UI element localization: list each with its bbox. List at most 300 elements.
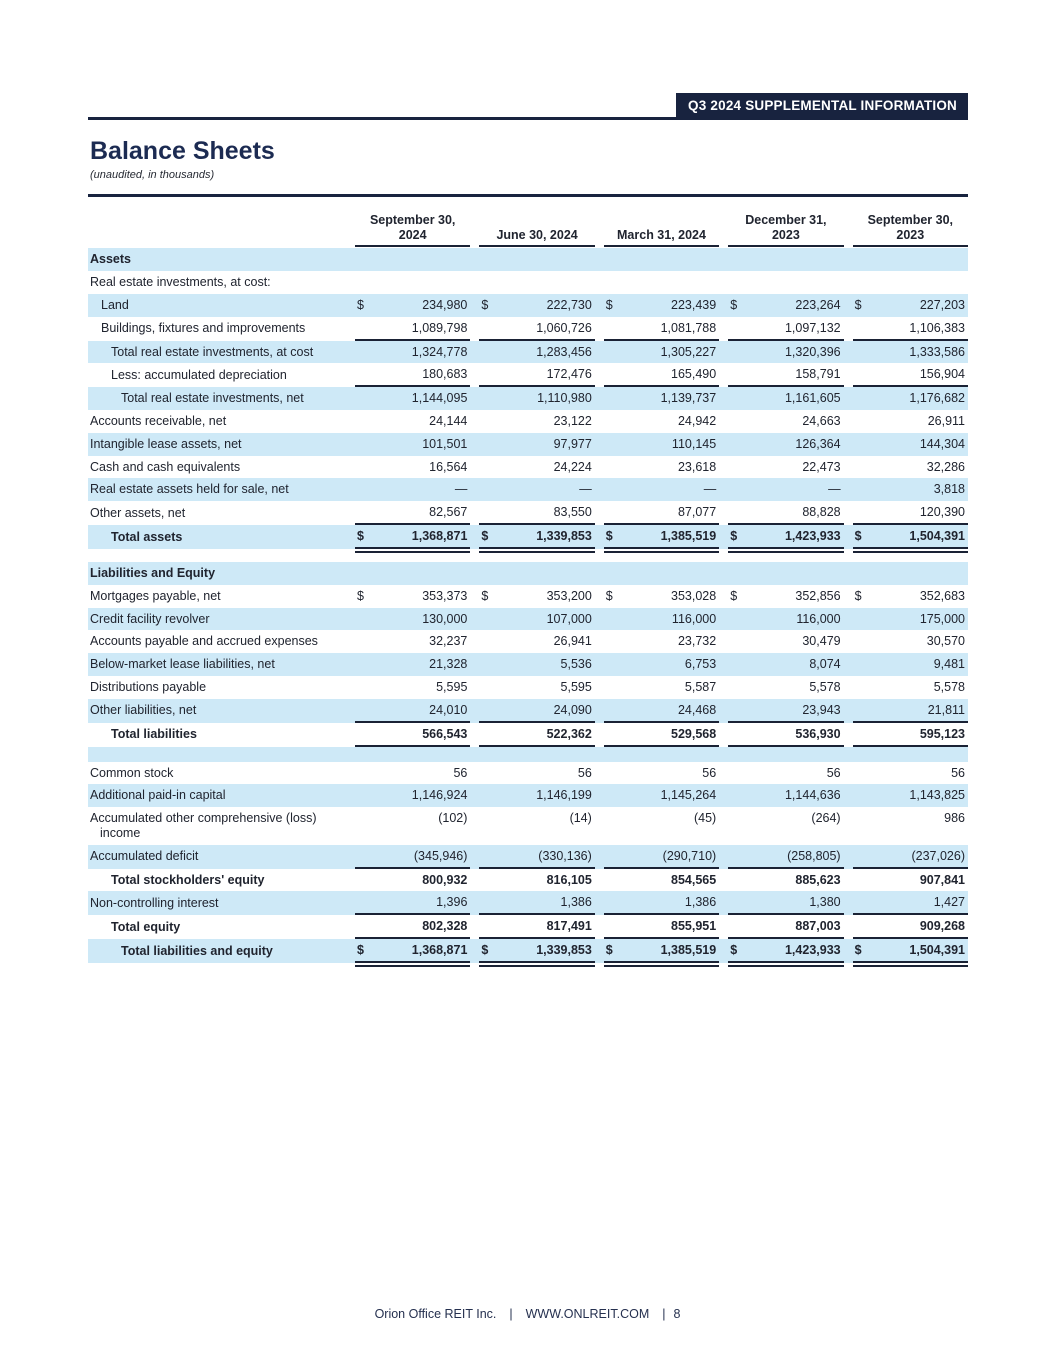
table-row — [88, 410, 968, 433]
cell-value — [479, 653, 594, 676]
cell-number: 5,578 — [809, 679, 841, 694]
table-row — [88, 525, 968, 549]
cell-value — [728, 699, 843, 723]
cell-number: 87,077 — [677, 505, 717, 519]
row-label: Total liabilities and equity — [121, 943, 273, 958]
header-rule — [88, 93, 968, 120]
cell-number: 353,200 — [546, 588, 592, 603]
cell-value — [355, 608, 470, 631]
cell-value — [355, 501, 470, 525]
cell-number: 1,423,933 — [784, 943, 841, 958]
cell-value — [355, 248, 470, 271]
cell-value — [355, 699, 470, 723]
table-row — [88, 363, 968, 387]
cell-number: (264) — [811, 811, 841, 825]
cell-number: 1,396 — [436, 895, 468, 910]
cell-value — [728, 562, 843, 585]
cell-number: 24,010 — [429, 702, 468, 717]
footer-page-number: 8 — [673, 1307, 681, 1321]
cell-number: 1,139,737 — [660, 391, 717, 406]
cell-number: (102) — [438, 811, 468, 825]
row-label: Assets — [90, 252, 131, 267]
cell-number: 158,791 — [795, 367, 841, 382]
cell-number: 529,568 — [671, 726, 717, 741]
cell-number: 5,578 — [933, 679, 965, 694]
cell-number: 816,105 — [546, 872, 592, 887]
cell-value — [355, 294, 470, 317]
cell-value — [853, 784, 968, 807]
column-header: March 31, 2024 — [604, 211, 719, 247]
cell-number: — — [703, 482, 717, 497]
cell-value — [479, 501, 594, 525]
cell-number: 32,286 — [926, 459, 965, 474]
cell-value — [604, 869, 719, 892]
cell-value — [853, 410, 968, 433]
cell-number: 107,000 — [546, 611, 592, 626]
cell-number: 222,730 — [546, 297, 592, 312]
cell-value — [355, 807, 470, 845]
cell-value — [479, 939, 594, 963]
cell-number: 130,000 — [422, 611, 468, 626]
currency-symbol: $ — [481, 588, 489, 603]
cell-number: (345,946) — [413, 848, 468, 863]
cell-value — [479, 562, 594, 585]
page-content — [0, 93, 1055, 963]
currency-symbol: $ — [357, 297, 364, 312]
cell-value — [853, 525, 968, 549]
cell-number: 1,305,227 — [660, 344, 717, 359]
cell-value — [728, 478, 843, 501]
column-header: September 30, 2024 — [355, 211, 470, 247]
cell-value — [479, 676, 594, 699]
cell-value — [853, 456, 968, 479]
cell-value — [853, 869, 968, 892]
cell-value — [355, 915, 470, 939]
row-label: Land — [101, 297, 129, 312]
cell-value — [479, 294, 594, 317]
cell-value — [728, 363, 843, 387]
cell-number: 30,570 — [926, 634, 965, 649]
row-label: Total real estate investments, at cost — [111, 344, 314, 359]
table-row — [88, 433, 968, 456]
table-row — [88, 653, 968, 676]
cell-value — [853, 363, 968, 387]
cell-value — [728, 387, 843, 410]
cell-number: 595,123 — [919, 726, 965, 741]
cell-value — [853, 699, 968, 723]
cell-number: 353,028 — [671, 588, 717, 603]
cell-value — [604, 915, 719, 939]
row-label: Accumulated deficit — [90, 849, 199, 864]
cell-value — [355, 271, 470, 294]
table-row — [88, 845, 968, 869]
table-row — [88, 317, 968, 341]
cell-value — [355, 317, 470, 341]
row-label: Accounts payable and accrued expenses — [90, 634, 318, 649]
cell-number: 353,373 — [422, 588, 468, 603]
cell-value — [479, 869, 594, 892]
cell-value — [355, 723, 470, 747]
cell-value — [355, 562, 470, 585]
cell-value — [728, 915, 843, 939]
cell-number: 352,683 — [919, 588, 965, 603]
cell-value — [479, 891, 594, 915]
cell-number: 1,176,682 — [909, 391, 965, 406]
cell-value — [479, 433, 594, 456]
cell-number: (290,710) — [662, 848, 717, 863]
currency-symbol: $ — [481, 297, 489, 312]
cell-value — [604, 939, 719, 963]
cell-value — [604, 387, 719, 410]
currency-symbol: $ — [730, 297, 738, 312]
cell-number: 32,237 — [429, 634, 468, 649]
cell-number: 23,943 — [802, 702, 841, 717]
cell-number: 24,224 — [553, 459, 592, 474]
table-row — [88, 271, 968, 294]
cell-value — [479, 915, 594, 939]
cell-value — [728, 653, 843, 676]
cell-value — [479, 845, 594, 869]
cell-value — [604, 410, 719, 433]
table-row — [88, 387, 968, 410]
table-row — [88, 501, 968, 525]
cell-value — [853, 723, 968, 747]
page-footer — [0, 1307, 1055, 1321]
row-label: Additional paid-in capital — [90, 788, 226, 803]
row-label: Other assets, net — [90, 505, 186, 520]
cell-value — [479, 456, 594, 479]
cell-number: 1,386 — [684, 895, 717, 910]
cell-number: 223,439 — [671, 297, 717, 312]
cell-value — [728, 585, 843, 608]
cell-number: 110,145 — [671, 436, 717, 451]
footer-website: WWW.ONLREIT.COM — [525, 1307, 650, 1321]
currency-symbol: $ — [730, 588, 738, 603]
cell-value — [355, 525, 470, 549]
cell-value — [853, 433, 968, 456]
cell-number: 1,385,519 — [660, 943, 717, 958]
cell-number: 56 — [453, 765, 468, 780]
cell-number: 8,074 — [809, 657, 841, 671]
cell-value — [728, 784, 843, 807]
cell-value — [604, 762, 719, 785]
cell-value — [604, 653, 719, 676]
cell-number: 352,856 — [795, 588, 841, 603]
cell-number: 21,328 — [429, 657, 468, 671]
page-title: Balance Sheets — [90, 137, 275, 165]
cell-number: 1,097,132 — [784, 320, 841, 335]
cell-value — [728, 939, 843, 963]
cell-value — [355, 784, 470, 807]
cell-number: 23,122 — [553, 414, 592, 428]
table-row — [88, 784, 968, 807]
cell-value — [853, 653, 968, 676]
cell-value — [479, 762, 594, 785]
cell-value — [355, 630, 470, 653]
cell-number: 5,595 — [436, 679, 468, 694]
row-label: Real estate assets held for sale, net — [90, 482, 289, 497]
cell-number: 126,364 — [795, 436, 841, 451]
cell-value — [355, 478, 470, 501]
cell-value — [479, 341, 594, 364]
cell-value — [853, 845, 968, 869]
cell-number: 56 — [702, 765, 717, 780]
cell-value — [728, 433, 843, 456]
cell-number: 165,490 — [671, 367, 717, 382]
currency-symbol: $ — [357, 943, 364, 958]
footer-separator: | — [662, 1307, 666, 1321]
cell-value — [479, 699, 594, 723]
cell-number: 1,060,726 — [536, 320, 592, 335]
cell-value — [355, 585, 470, 608]
footer-company: Orion Office REIT Inc. — [374, 1307, 497, 1321]
cell-number: (330,136) — [538, 848, 592, 863]
cell-value — [728, 341, 843, 364]
cell-number: 855,951 — [671, 919, 717, 934]
cell-value — [853, 294, 968, 317]
cell-value — [355, 363, 470, 387]
cell-value — [728, 762, 843, 785]
table-row — [88, 608, 968, 631]
currency-symbol: $ — [605, 943, 613, 958]
cell-number: 1,423,933 — [784, 529, 841, 543]
cell-number: 82,567 — [429, 505, 468, 519]
cell-number: 234,980 — [422, 297, 468, 312]
cell-value — [604, 630, 719, 653]
table-row — [88, 676, 968, 699]
cell-number: 26,941 — [553, 634, 592, 649]
table-row — [88, 723, 968, 747]
cell-value — [479, 271, 594, 294]
cell-value — [355, 762, 470, 785]
cell-value — [604, 341, 719, 364]
cell-number: 5,595 — [560, 679, 592, 694]
cell-value — [728, 248, 843, 271]
cell-number: 16,564 — [429, 459, 468, 474]
table-row — [88, 762, 968, 785]
cell-value — [728, 608, 843, 631]
cell-value — [479, 723, 594, 747]
cell-number: 907,841 — [919, 872, 965, 887]
cell-value — [355, 410, 470, 433]
cell-value — [604, 456, 719, 479]
cell-value — [479, 807, 594, 845]
cell-value — [728, 525, 843, 549]
table-row — [88, 294, 968, 317]
cell-number: 9,481 — [933, 657, 965, 671]
cell-value — [728, 456, 843, 479]
cell-number: 1,110,980 — [537, 391, 592, 406]
cell-value — [853, 585, 968, 608]
cell-value — [728, 807, 843, 845]
cell-number: 1,504,391 — [909, 943, 965, 958]
cell-number: 1,143,825 — [909, 788, 965, 803]
cell-number: 986 — [944, 811, 965, 825]
header-banner-label: Q3 2024 SUPPLEMENTAL INFORMATION — [688, 98, 957, 113]
currency-symbol: $ — [605, 588, 613, 603]
row-label: Total liabilities — [111, 727, 197, 742]
cell-value — [728, 723, 843, 747]
cell-value — [728, 410, 843, 433]
cell-number: 180,683 — [422, 367, 468, 382]
cell-number: 56 — [577, 765, 592, 780]
currency-symbol: $ — [605, 529, 613, 543]
cell-value — [728, 869, 843, 892]
table-row — [88, 891, 968, 915]
cell-number: 854,565 — [671, 872, 717, 887]
cell-number: 120,390 — [919, 505, 965, 519]
cell-value — [728, 271, 843, 294]
cell-value — [728, 317, 843, 341]
cell-value — [479, 478, 594, 501]
cell-value — [355, 341, 470, 364]
section-header-row — [88, 248, 968, 271]
footer-separator: | — [509, 1307, 513, 1321]
row-label: Other liabilities, net — [90, 703, 197, 718]
cell-value — [479, 608, 594, 631]
cell-value — [479, 248, 594, 271]
cell-number: (258,805) — [787, 848, 841, 863]
row-label: Buildings, fixtures and improvements — [101, 321, 306, 336]
cell-number: 26,911 — [927, 414, 965, 428]
cell-value — [604, 478, 719, 501]
cell-number: 30,479 — [802, 634, 841, 649]
row-label: Accumulated other comprehensive (loss) income — [90, 811, 317, 840]
currency-symbol: $ — [481, 943, 489, 958]
cell-value — [853, 341, 968, 364]
cell-value — [853, 271, 968, 294]
cell-number: 5,587 — [684, 679, 717, 694]
cell-number: 101,501 — [422, 436, 468, 451]
cell-number: 88,828 — [802, 505, 841, 519]
row-label: Below-market lease liabilities, net — [90, 657, 275, 671]
cell-number: 1,380 — [809, 895, 841, 910]
cell-value — [479, 784, 594, 807]
row-label: Total assets — [111, 529, 183, 544]
cell-number: 156,904 — [919, 367, 965, 382]
cell-number: 1,339,853 — [536, 529, 592, 543]
cell-number: 1,144,636 — [784, 788, 841, 803]
cell-value — [604, 525, 719, 549]
currency-symbol: $ — [357, 588, 364, 603]
cell-number: 24,090 — [553, 702, 592, 717]
cell-value — [604, 608, 719, 631]
cell-number: (45) — [693, 811, 717, 825]
cell-value — [604, 501, 719, 525]
table-row — [88, 341, 968, 364]
cell-value — [479, 387, 594, 410]
cell-value — [853, 248, 968, 271]
cell-number: 1,089,798 — [411, 320, 468, 335]
cell-number: 227,203 — [919, 297, 965, 312]
currency-symbol: $ — [357, 529, 364, 543]
cell-value — [853, 562, 968, 585]
cell-number: 1,333,586 — [909, 344, 965, 359]
cell-number: 23,732 — [677, 634, 717, 649]
cell-number: 1,283,456 — [536, 344, 592, 359]
cell-value — [604, 807, 719, 845]
cell-value — [853, 478, 968, 501]
cell-number: 3,818 — [933, 482, 965, 497]
cell-value — [728, 294, 843, 317]
currency-symbol: $ — [481, 529, 489, 543]
cell-number: 1,146,924 — [411, 788, 468, 803]
cell-number: 817,491 — [546, 919, 592, 934]
cell-number: 116,000 — [671, 611, 717, 626]
spacer-row — [88, 747, 968, 762]
cell-value — [604, 585, 719, 608]
cell-number: 223,264 — [795, 297, 841, 312]
table-row — [88, 585, 968, 608]
cell-number: 802,328 — [422, 919, 468, 934]
cell-number: 1,427 — [933, 895, 965, 910]
row-label: Non-controlling interest — [90, 895, 219, 910]
cell-value — [355, 387, 470, 410]
cell-value — [853, 501, 968, 525]
row-label: Intangible lease assets, net — [90, 436, 242, 451]
table-header-row — [88, 211, 968, 247]
row-label: Real estate investments, at cost: — [90, 275, 271, 289]
cell-number: 1,146,199 — [536, 788, 592, 803]
cell-number: 1,368,871 — [411, 529, 468, 543]
cell-number: 1,081,788 — [660, 320, 717, 335]
row-label: Total equity — [111, 919, 181, 934]
cell-value — [853, 762, 968, 785]
cell-number: 83,550 — [553, 505, 592, 519]
table-row — [88, 478, 968, 501]
cell-number: — — [579, 482, 592, 497]
cell-value — [728, 630, 843, 653]
cell-number: 800,932 — [422, 872, 468, 887]
cell-number: 566,543 — [422, 726, 468, 741]
cell-value — [728, 501, 843, 525]
cell-value — [355, 845, 470, 869]
cell-number: 22,473 — [802, 459, 841, 474]
cell-number: 144,304 — [919, 436, 965, 451]
currency-symbol: $ — [730, 943, 738, 958]
title-rule — [88, 194, 968, 197]
cell-value — [604, 784, 719, 807]
cell-number: 5,536 — [560, 657, 592, 671]
cell-value — [853, 891, 968, 915]
cell-value — [355, 433, 470, 456]
cell-number: — — [828, 482, 841, 497]
table-row — [88, 630, 968, 653]
cell-number: 1,385,519 — [660, 529, 717, 543]
balance-sheet-table — [88, 211, 968, 963]
cell-number: 97,977 — [553, 436, 592, 451]
row-label: Total real estate investments, net — [121, 391, 304, 406]
cell-number: 1,320,396 — [784, 344, 841, 359]
table-row — [88, 915, 968, 939]
cell-value — [355, 891, 470, 915]
cell-value — [355, 456, 470, 479]
table-row — [88, 456, 968, 479]
column-header: September 30, 2023 — [853, 211, 968, 247]
cell-number: 56 — [951, 765, 965, 780]
currency-symbol: $ — [854, 588, 862, 603]
cell-value — [728, 845, 843, 869]
cell-number: 1,161,605 — [784, 391, 841, 406]
row-label: Total stockholders' equity — [111, 872, 265, 887]
cell-value — [853, 608, 968, 631]
cell-number: 23,618 — [677, 459, 717, 474]
cell-value — [479, 317, 594, 341]
row-label: Less: accumulated depreciation — [111, 367, 287, 382]
cell-number: 172,476 — [546, 367, 592, 382]
cell-number: 24,663 — [802, 414, 841, 428]
cell-value — [853, 807, 968, 845]
